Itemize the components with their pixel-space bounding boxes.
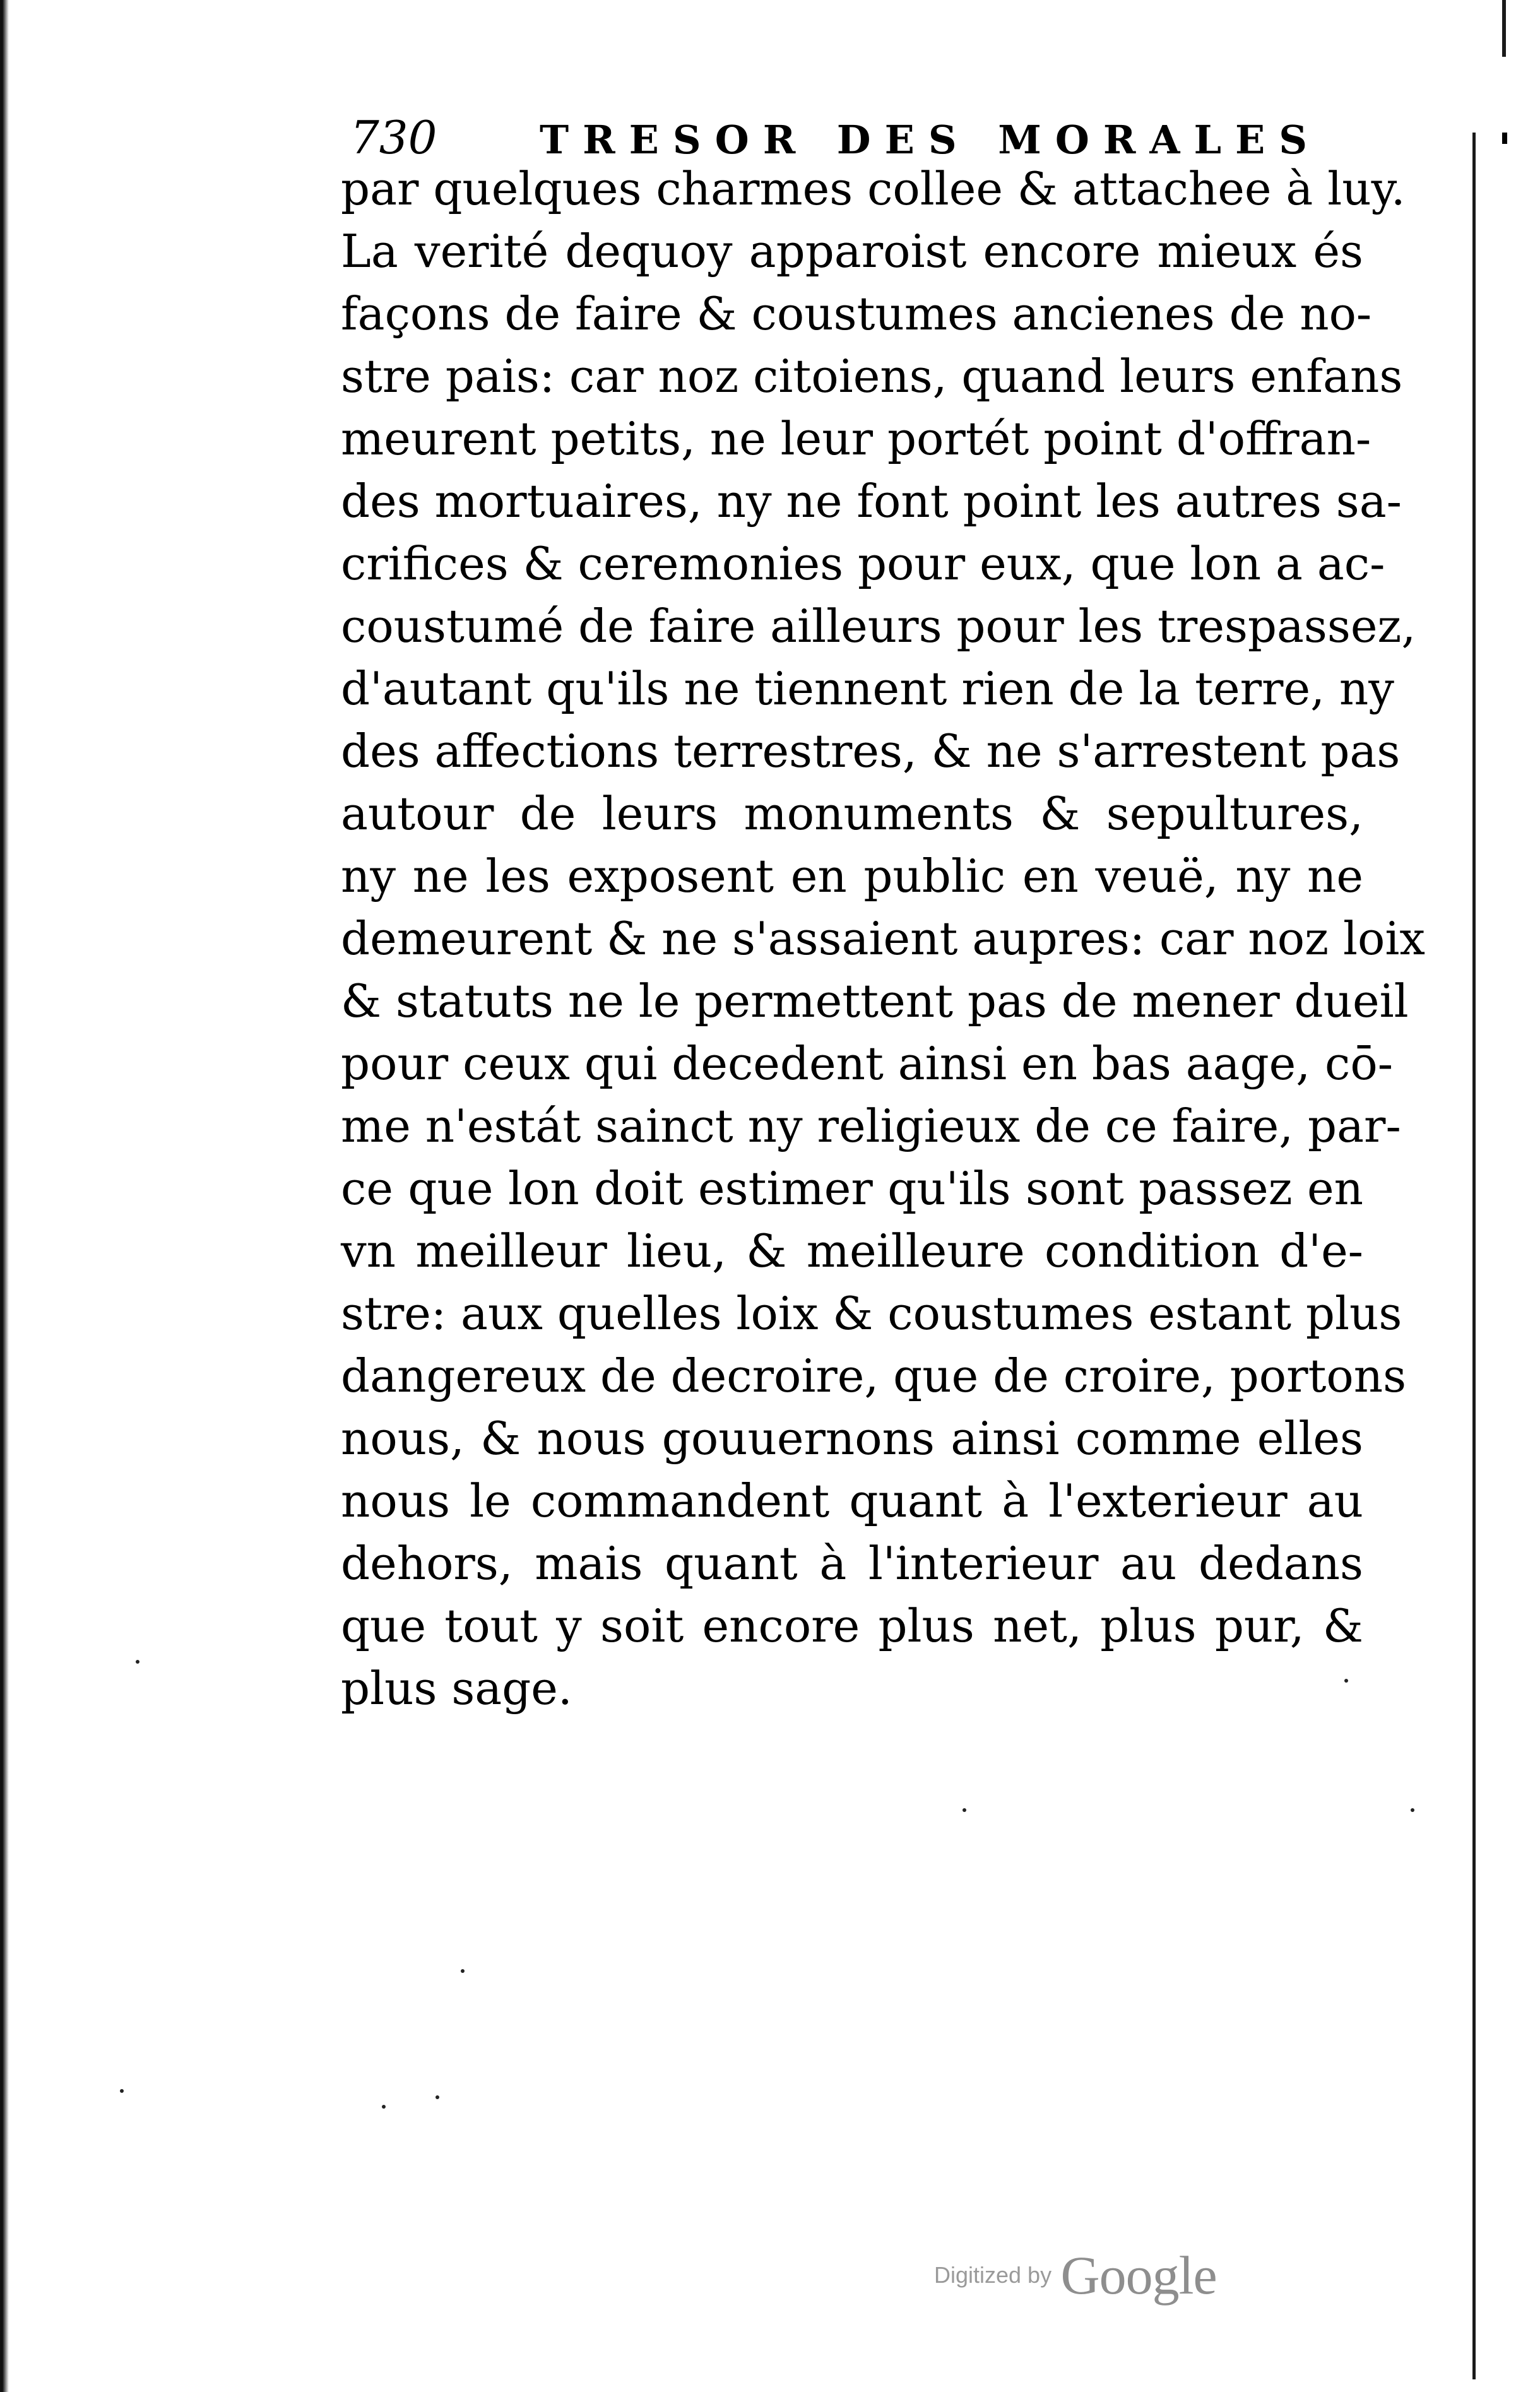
text-line: nous, & nous gouuernons ainsi comme elles	[341, 1412, 1363, 1465]
text-line: d'autant qu'ils ne tiennent rien de la terre, ny	[341, 662, 1394, 715]
dust-speck	[1411, 1808, 1414, 1812]
scan-right-edge-top	[1502, 0, 1506, 57]
text-line: La verité dequoy apparoist encore mieux és	[341, 225, 1363, 278]
dust-speck	[382, 2105, 386, 2109]
body-text	[341, 158, 1425, 1720]
dust-speck	[435, 2095, 439, 2099]
dust-speck	[461, 1969, 465, 1973]
text-line: meurent petits, ne leur portét point d'offran-	[341, 412, 1371, 465]
dust-speck	[1344, 1679, 1348, 1683]
google-logo: Google	[1060, 2245, 1217, 2306]
text-line: autour de leurs monuments & sepultures,	[341, 787, 1363, 840]
text-line: plus sage.	[341, 1662, 572, 1715]
scan-left-edge	[0, 0, 9, 2392]
scan-mark	[1502, 133, 1507, 144]
page-number: 730	[350, 111, 437, 164]
running-head: TRESOR DES MORALES	[540, 117, 1322, 163]
dust-speck	[962, 1808, 966, 1812]
text-line: pour ceux qui decedent ainsi en bas aage, cō-	[341, 1037, 1394, 1090]
text-line: coustumé de faire ailleurs pour les trespassez,	[341, 600, 1416, 653]
text-line: me n'estát sainct ny religieux de ce faire, par-	[341, 1099, 1401, 1152]
text-line: stre pais: car noz citoiens, quand leurs enfans	[341, 350, 1403, 403]
text-line: nous le commandent quant à l'exterieur au	[341, 1474, 1363, 1527]
text-line: & statuts ne le permettent pas de mener dueil	[341, 974, 1409, 1027]
digitized-by-label: Digitized by	[934, 2262, 1052, 2288]
page-header	[350, 112, 1354, 163]
digitized-by-google-watermark	[934, 2244, 1217, 2307]
scan-right-edge	[1472, 133, 1476, 2379]
text-line: crifices & ceremonies pour eux, que lon a ac-	[341, 537, 1385, 590]
text-line: dangereux de decroire, que de croire, portons	[341, 1349, 1407, 1402]
dust-speck	[136, 1660, 139, 1664]
text-line: dehors, mais quant à l'interieur au dedans	[341, 1537, 1363, 1590]
text-line: des affections terrestres, & ne s'arrestent pas	[341, 725, 1401, 778]
text-line: des mortuaires, ny ne font point les autres sa-	[341, 475, 1402, 528]
text-line: façons de faire & coustumes ancienes de no-	[341, 287, 1372, 340]
text-line: stre: aux quelles loix & coustumes estant plus	[341, 1287, 1402, 1340]
text-line: demeurent & ne s'assaient aupres: car noz loix	[341, 912, 1425, 965]
text-line: que tout y soit encore plus net, plus pur, &	[341, 1599, 1363, 1652]
text-line: vn meilleur lieu, & meilleure condition d'e-	[341, 1224, 1363, 1277]
dust-speck	[120, 2089, 124, 2093]
text-line: par quelques charmes collee & attachee à luy.	[341, 162, 1406, 215]
text-line: ny ne les exposent en public en veuë, ny ne	[341, 850, 1363, 903]
text-line: ce que lon doit estimer qu'ils sont passez en	[341, 1162, 1363, 1215]
